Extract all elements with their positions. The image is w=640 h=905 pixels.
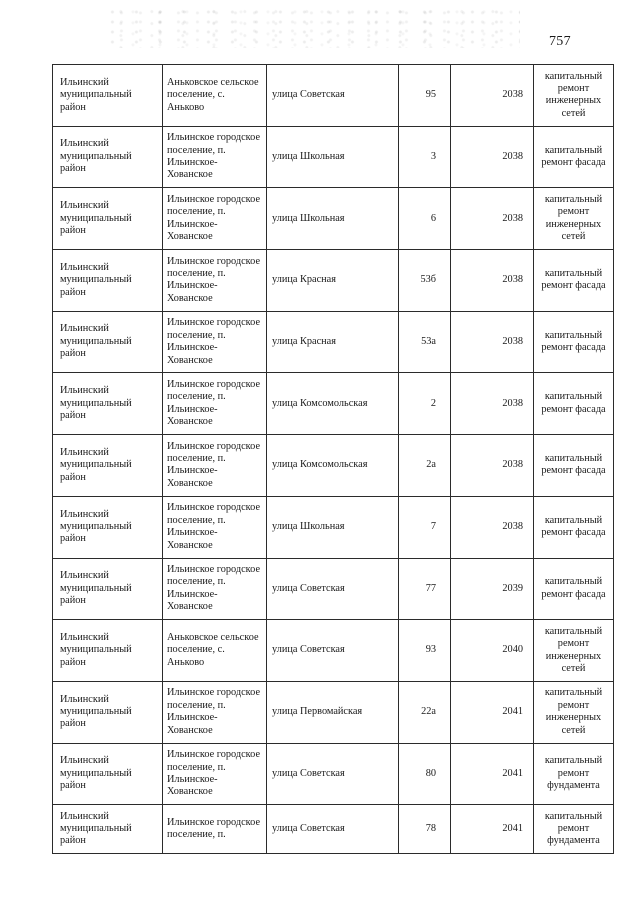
work-type-cell: капитальный ремонт фасада <box>534 373 614 435</box>
work-type-cell: капитальный ремонт инженерных сетей <box>534 65 614 127</box>
house-number-cell: 80 <box>399 743 451 805</box>
work-type-cell: капитальный ремонт фундамента <box>534 743 614 805</box>
street-cell: улица Советская <box>267 620 399 682</box>
district-cell: Ильинский муниципальный район <box>53 496 163 558</box>
house-number-cell: 22а <box>399 681 451 743</box>
year-cell: 2038 <box>451 126 534 188</box>
house-number-cell: 53а <box>399 311 451 373</box>
table-row <box>53 250 614 312</box>
housing-repair-table <box>52 64 614 854</box>
year-cell: 2041 <box>451 743 534 805</box>
street-cell: улица Школьная <box>267 188 399 250</box>
district-cell: Ильинский муниципальный район <box>53 681 163 743</box>
settlement-cell: Ильинское городское поселение, п. Ильинское-Хованское <box>163 496 267 558</box>
work-type-cell: капитальный ремонт инженерных сетей <box>534 681 614 743</box>
year-cell: 2041 <box>451 805 534 854</box>
district-cell: Ильинский муниципальный район <box>53 311 163 373</box>
district-cell: Ильинский муниципальный район <box>53 558 163 620</box>
district-cell: Ильинский муниципальный район <box>53 188 163 250</box>
house-number-cell: 7 <box>399 496 451 558</box>
house-number-cell: 6 <box>399 188 451 250</box>
work-type-cell: капитальный ремонт фасада <box>534 435 614 497</box>
page-number: 757 <box>549 34 571 49</box>
street-cell: улица Красная <box>267 311 399 373</box>
work-type-cell: капитальный ремонт фасада <box>534 250 614 312</box>
district-cell: Ильинский муниципальный район <box>53 435 163 497</box>
settlement-cell: Ильинское городское поселение, п. Ильинское-Хованское <box>163 188 267 250</box>
street-cell: улица Советская <box>267 65 399 127</box>
settlement-cell: Ильинское городское поселение, п. Ильинское-Хованское <box>163 250 267 312</box>
settlement-cell: Ильинское городское поселение, п. Ильинское-Хованское <box>163 311 267 373</box>
district-cell: Ильинский муниципальный район <box>53 743 163 805</box>
settlement-cell: Ильинское городское поселение, п. <box>163 805 267 854</box>
settlement-cell: Ильинское городское поселение, п. Ильинское-Хованское <box>163 373 267 435</box>
settlement-cell: Ильинское городское поселение, п. Ильинское-Хованское <box>163 126 267 188</box>
house-number-cell: 77 <box>399 558 451 620</box>
table-row <box>53 743 614 805</box>
table-row <box>53 496 614 558</box>
house-number-cell: 3 <box>399 126 451 188</box>
house-number-cell: 53б <box>399 250 451 312</box>
street-cell: улица Советская <box>267 743 399 805</box>
house-number-cell: 2 <box>399 373 451 435</box>
year-cell: 2038 <box>451 311 534 373</box>
district-cell: Ильинский муниципальный район <box>53 805 163 854</box>
work-type-cell: капитальный ремонт инженерных сетей <box>534 188 614 250</box>
district-cell: Ильинский муниципальный район <box>53 250 163 312</box>
scan-noise <box>110 8 520 48</box>
year-cell: 2040 <box>451 620 534 682</box>
year-cell: 2038 <box>451 373 534 435</box>
district-cell: Ильинский муниципальный район <box>53 126 163 188</box>
house-number-cell: 95 <box>399 65 451 127</box>
year-cell: 2041 <box>451 681 534 743</box>
street-cell: улица Комсомольская <box>267 435 399 497</box>
settlement-cell: Аньковское сельское поселение, с. Аньково <box>163 65 267 127</box>
house-number-cell: 93 <box>399 620 451 682</box>
year-cell: 2038 <box>451 496 534 558</box>
year-cell: 2039 <box>451 558 534 620</box>
table-row <box>53 311 614 373</box>
work-type-cell: капитальный ремонт фасада <box>534 558 614 620</box>
settlement-cell: Аньковское сельское поселение, с. Аньково <box>163 620 267 682</box>
year-cell: 2038 <box>451 435 534 497</box>
table-row <box>53 65 614 127</box>
street-cell: улица Советская <box>267 805 399 854</box>
district-cell: Ильинский муниципальный район <box>53 65 163 127</box>
table-row <box>53 558 614 620</box>
street-cell: улица Школьная <box>267 126 399 188</box>
house-number-cell: 78 <box>399 805 451 854</box>
work-type-cell: капитальный ремонт инженерных сетей <box>534 620 614 682</box>
year-cell: 2038 <box>451 65 534 127</box>
table-row <box>53 126 614 188</box>
table-row <box>53 805 614 854</box>
table-row <box>53 681 614 743</box>
table-row <box>53 620 614 682</box>
street-cell: улица Комсомольская <box>267 373 399 435</box>
district-cell: Ильинский муниципальный район <box>53 620 163 682</box>
year-cell: 2038 <box>451 188 534 250</box>
work-type-cell: капитальный ремонт фасада <box>534 126 614 188</box>
street-cell: улица Советская <box>267 558 399 620</box>
table-row <box>53 435 614 497</box>
work-type-cell: капитальный ремонт фасада <box>534 311 614 373</box>
district-cell: Ильинский муниципальный район <box>53 373 163 435</box>
house-number-cell: 2а <box>399 435 451 497</box>
settlement-cell: Ильинское городское поселение, п. Ильинское-Хованское <box>163 743 267 805</box>
street-cell: улица Школьная <box>267 496 399 558</box>
settlement-cell: Ильинское городское поселение, п. Ильинское-Хованское <box>163 681 267 743</box>
street-cell: улица Первомайская <box>267 681 399 743</box>
settlement-cell: Ильинское городское поселение, п. Ильинское-Хованское <box>163 435 267 497</box>
street-cell: улица Красная <box>267 250 399 312</box>
table-row <box>53 188 614 250</box>
work-type-cell: капитальный ремонт фундамента <box>534 805 614 854</box>
table-row <box>53 373 614 435</box>
settlement-cell: Ильинское городское поселение, п. Ильинское-Хованское <box>163 558 267 620</box>
year-cell: 2038 <box>451 250 534 312</box>
work-type-cell: капитальный ремонт фасада <box>534 496 614 558</box>
